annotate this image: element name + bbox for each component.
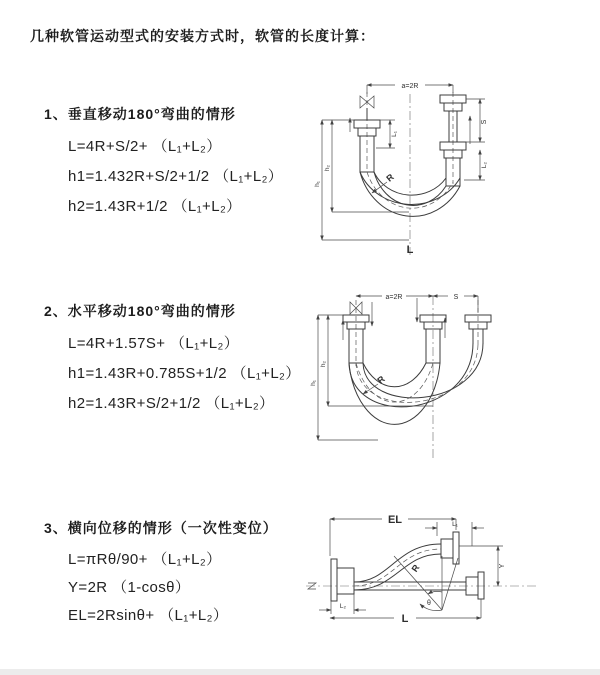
section-2 [44,301,301,419]
dim-label-l: L [406,244,414,256]
dim-label-h1: h₁ [314,181,321,187]
section-3-formula-L: L=πRθ/90+ （L₁+L₂） [68,551,222,568]
dim-s [466,99,488,142]
section-2-formula-L: L=4R+1.57S+ （L₁+L₂） [68,335,240,352]
diagram-vertical-180-bend [310,72,592,257]
section-1-formula-h1: h1=1.432R+S/2+1/2 （L₁+L₂） [68,168,284,185]
section-3-heading: 3、横向位移的情形（一次性变位） [44,520,278,536]
dim-l2 [319,594,366,614]
section-1-formula-L: L=4R+S/2+ （L₁+L₂） [68,138,222,155]
diagram-lateral-displacement [298,506,600,656]
original-pipe [354,572,484,599]
dim-label-el: EL [387,514,403,526]
dim-label-h1: h₁ [310,380,317,386]
section-3-formula-EL: EL=2Rsinθ+ （L₁+L₂） [68,607,229,624]
dim-label-a2r: a=2R [385,294,403,301]
dim-label-l1: L₁ [391,131,398,137]
motion-arrows [343,298,445,340]
dim-label-h2: h₂ [324,164,331,172]
dim-l2 [464,150,488,180]
section-1 [44,104,283,222]
diagram-horizontal-180-bend [308,288,600,468]
left-flange [331,559,354,601]
left-pipe-flange [343,315,369,363]
dim-s [433,294,478,312]
dim-label-r: R [384,171,396,184]
dim-l1 [425,521,484,546]
section-2-heading: 2、水平移动180°弯曲的情形 [44,303,236,319]
dim-label-l1: L₁ [452,521,458,528]
section-1-formula-h2: h2=1.43R+1/2 （L₁+L₂） [68,198,242,215]
dim-a-2r [356,294,433,301]
angle-label-theta: θ [427,600,431,607]
dim-label-r: R [375,373,387,386]
dim-label-l: L [401,613,409,625]
page-title: 几种软管运动型式的安装方式时，软管的长度计算： [30,28,375,44]
section-3-formula-Y: Y=2R （1-cosθ） [68,579,191,596]
dim-label-h2: h₂ [320,360,327,368]
section-1-heading: 1、垂直移动180°弯曲的情形 [44,106,236,122]
centerlines [367,92,453,255]
dim-label-r: R [409,562,422,574]
section-3 [44,518,278,630]
dim-label-l2: L₂ [339,603,347,610]
angle-construction [394,556,458,611]
dim-label-y: Y [499,563,506,569]
section-2-formula-h1: h1=1.43R+0.785S+1/2 （L₁+L₂） [68,365,301,382]
dim-label-l2: L₂ [481,161,488,169]
dim-a-2r [367,83,453,94]
dim-label-s: S [453,294,459,301]
scan-edge [0,669,600,675]
section-2-formula-h2: h2=1.43R+S/2+1/2 （L₁+L₂） [68,395,275,412]
dim-h1 [310,315,378,440]
dim-label-a2r: a=2R [401,83,419,90]
valve-icon [360,96,374,120]
dim-l1 [376,120,398,148]
dim-label-s: S [481,119,488,125]
centerline [306,583,538,589]
dim-l [330,599,481,625]
hose-u-bend [349,343,483,424]
raised-flange [441,532,459,564]
hose-s-curve [354,544,441,590]
